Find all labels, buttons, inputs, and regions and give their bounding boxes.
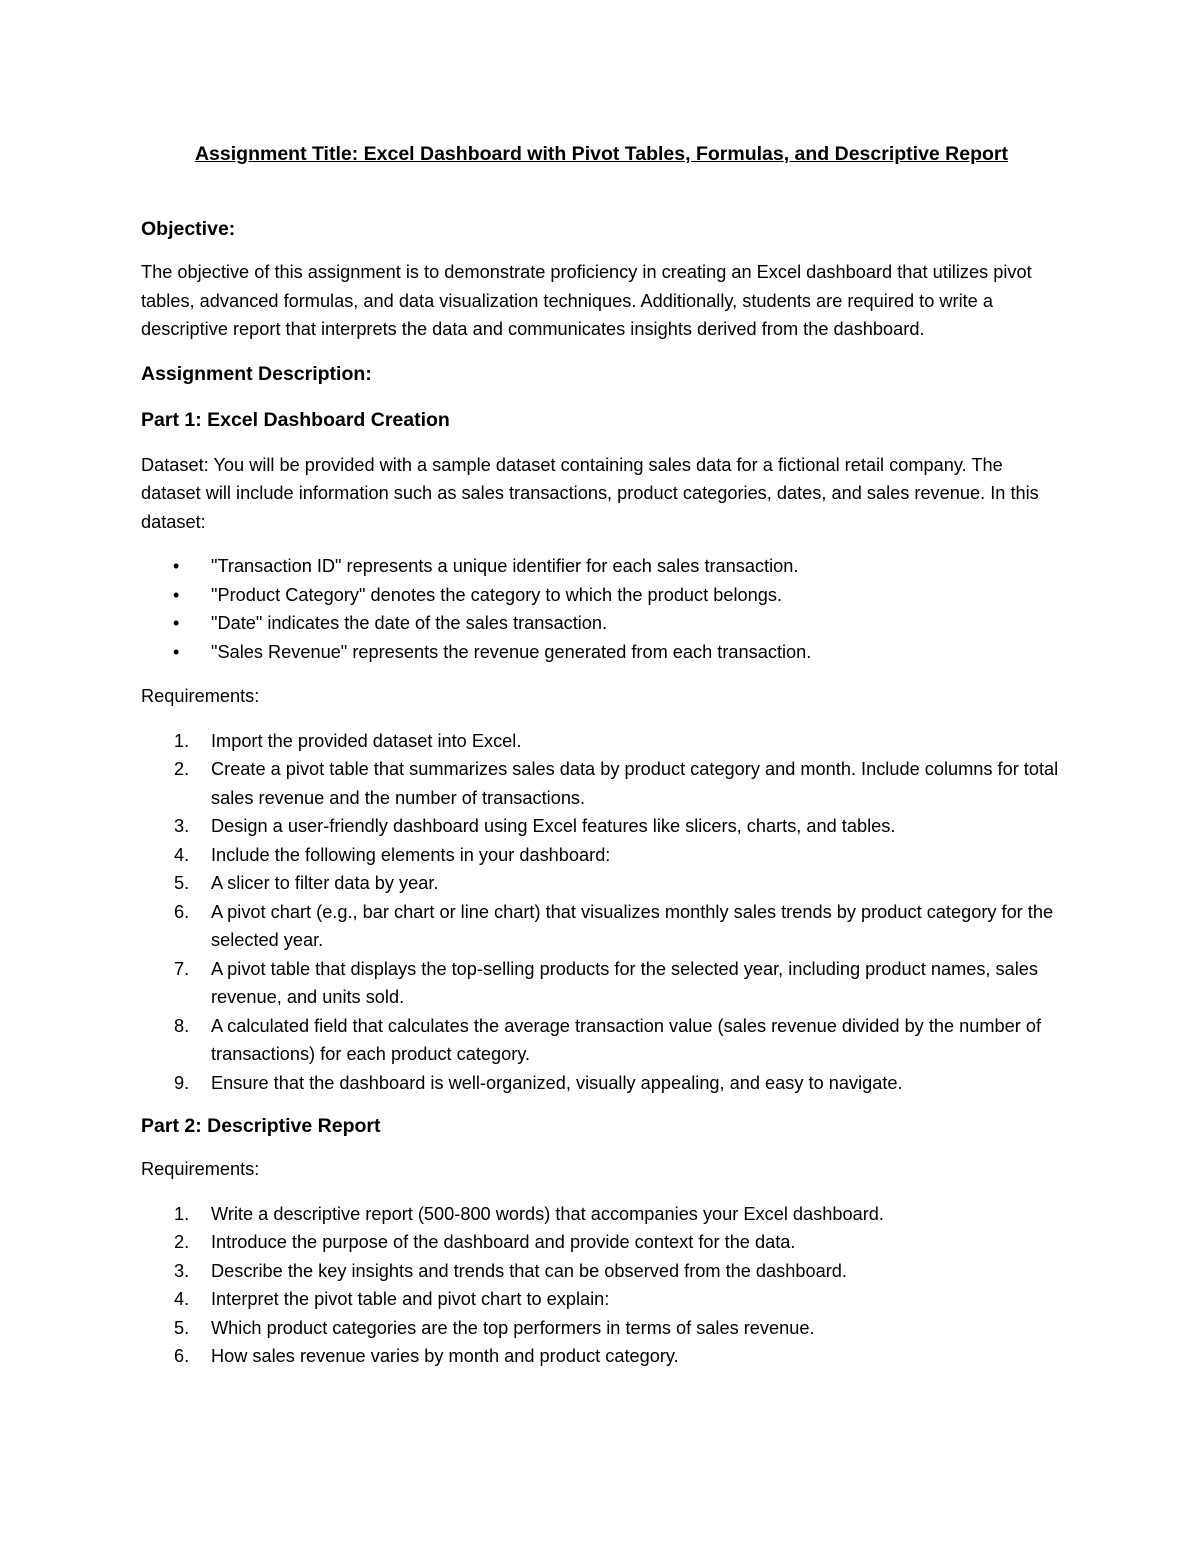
list-number: 8. <box>174 1015 190 1036</box>
list-item-text: "Date" indicates the date of the sales transaction. <box>211 613 608 633</box>
list-item-text: How sales revenue varies by month and product category. <box>211 1346 679 1366</box>
objective-paragraph: The objective of this assignment is to demonstrate proficiency in creating an Excel dashboard that utilizes pivot tables, advanced formulas, and data visualization techniques. Additionally, students are required to write a descriptive report that interprets the data and communicates insights derived from the dashboard. <box>141 262 1032 339</box>
list-item <box>141 1342 1060 1371</box>
list-number: 7. <box>174 958 190 979</box>
list-number: 1. <box>174 1203 190 1224</box>
bullet-icon: • <box>173 641 180 662</box>
list-item-text: Interpret the pivot table and pivot chart to explain: <box>211 1289 610 1309</box>
dataset-paragraph: Dataset: You will be provided with a sample dataset containing sales data for a fictional retail company. The dataset will include information such as sales transactions, product categories, dates, and sales revenue. In this dataset: <box>141 454 1039 532</box>
list-number: 5. <box>174 873 190 893</box>
list-item <box>141 609 1060 638</box>
list-item-text: A pivot table that displays the top-selling products for the selected year, including product names, sales revenue, and units sold. <box>211 958 1038 1007</box>
list-item-text: "Transaction ID" represents a unique identifier for each sales transaction. <box>211 556 799 576</box>
part2-requirements-list <box>141 1200 1060 1371</box>
list-number: 9. <box>174 1072 190 1093</box>
list-item <box>141 552 1060 581</box>
list-item <box>141 1069 1060 1098</box>
list-item-text: Create a pivot table that summarizes sales data by product category and month. Include columns for total sales revenue and the number of transactions. <box>211 759 1059 808</box>
list-number: 6. <box>174 1346 190 1366</box>
list-number: 3. <box>174 1260 190 1281</box>
list-item-text: Describe the key insights and trends that can be observed from the dashboard. <box>211 1260 847 1281</box>
list-item <box>141 581 1060 610</box>
list-item <box>141 812 1060 841</box>
list-item <box>141 1228 1060 1257</box>
list-item-text: Which product categories are the top performers in terms of sales revenue. <box>211 1317 815 1338</box>
part1-heading: Part 1: Excel Dashboard Creation <box>141 408 450 431</box>
document-title: Assignment Title: Excel Dashboard with Pivot Tables, Formulas, and Descriptive Report <box>194 143 1009 165</box>
list-item <box>141 727 1060 756</box>
list-number: 4. <box>174 844 190 865</box>
part1-requirements-label: Requirements: <box>141 686 260 706</box>
list-number: 1. <box>174 730 190 751</box>
list-item-text: Include the following elements in your dashboard: <box>211 844 611 865</box>
list-number: 2. <box>174 759 190 779</box>
bullet-icon: • <box>173 584 180 605</box>
list-item <box>141 755 1060 812</box>
list-item-text: Ensure that the dashboard is well-organized, visually appealing, and easy to navigate. <box>211 1072 903 1093</box>
list-item <box>141 869 1060 898</box>
dataset-field-list <box>141 552 1060 666</box>
part2-requirements-label: Requirements: <box>141 1159 260 1179</box>
list-item-text: A calculated field that calculates the average transaction value (sales revenue divided by the number of transactions) for each product category. <box>211 1015 1042 1064</box>
list-item <box>141 898 1060 955</box>
part1-requirements-list <box>141 727 1060 1098</box>
list-item-text: Import the provided dataset into Excel. <box>211 730 522 751</box>
list-item <box>141 638 1060 667</box>
list-item-text: "Sales Revenue" represents the revenue generated from each transaction. <box>211 641 812 662</box>
list-item <box>141 955 1060 1012</box>
list-item <box>141 1285 1060 1314</box>
list-item-text: Introduce the purpose of the dashboard and provide context for the data. <box>211 1232 796 1252</box>
list-item-text: A pivot chart (e.g., bar chart or line chart) that visualizes monthly sales trends by product category for the selected year. <box>211 901 1054 950</box>
bullet-icon: • <box>173 556 180 576</box>
list-item <box>141 1012 1060 1069</box>
list-item <box>141 1314 1060 1343</box>
part2-heading: Part 2: Descriptive Report <box>141 1115 381 1137</box>
assignment-description-heading: Assignment Description: <box>141 362 372 385</box>
list-item-text: Design a user-friendly dashboard using Excel features like slicers, charts, and tables. <box>211 816 896 836</box>
list-item-text: A slicer to filter data by year. <box>211 873 439 893</box>
bullet-icon: • <box>173 613 180 633</box>
list-item <box>141 1257 1060 1286</box>
list-number: 2. <box>174 1232 190 1252</box>
list-item-text: Write a descriptive report (500-800 words) that accompanies your Excel dashboard. <box>211 1203 884 1224</box>
list-item <box>141 1200 1060 1229</box>
list-item <box>141 841 1060 870</box>
list-number: 4. <box>174 1289 190 1309</box>
list-number: 3. <box>174 816 190 836</box>
objective-heading: Objective: <box>141 218 236 240</box>
list-number: 5. <box>174 1317 190 1338</box>
list-item-text: "Product Category" denotes the category to which the product belongs. <box>211 584 783 605</box>
list-number: 6. <box>174 901 190 922</box>
